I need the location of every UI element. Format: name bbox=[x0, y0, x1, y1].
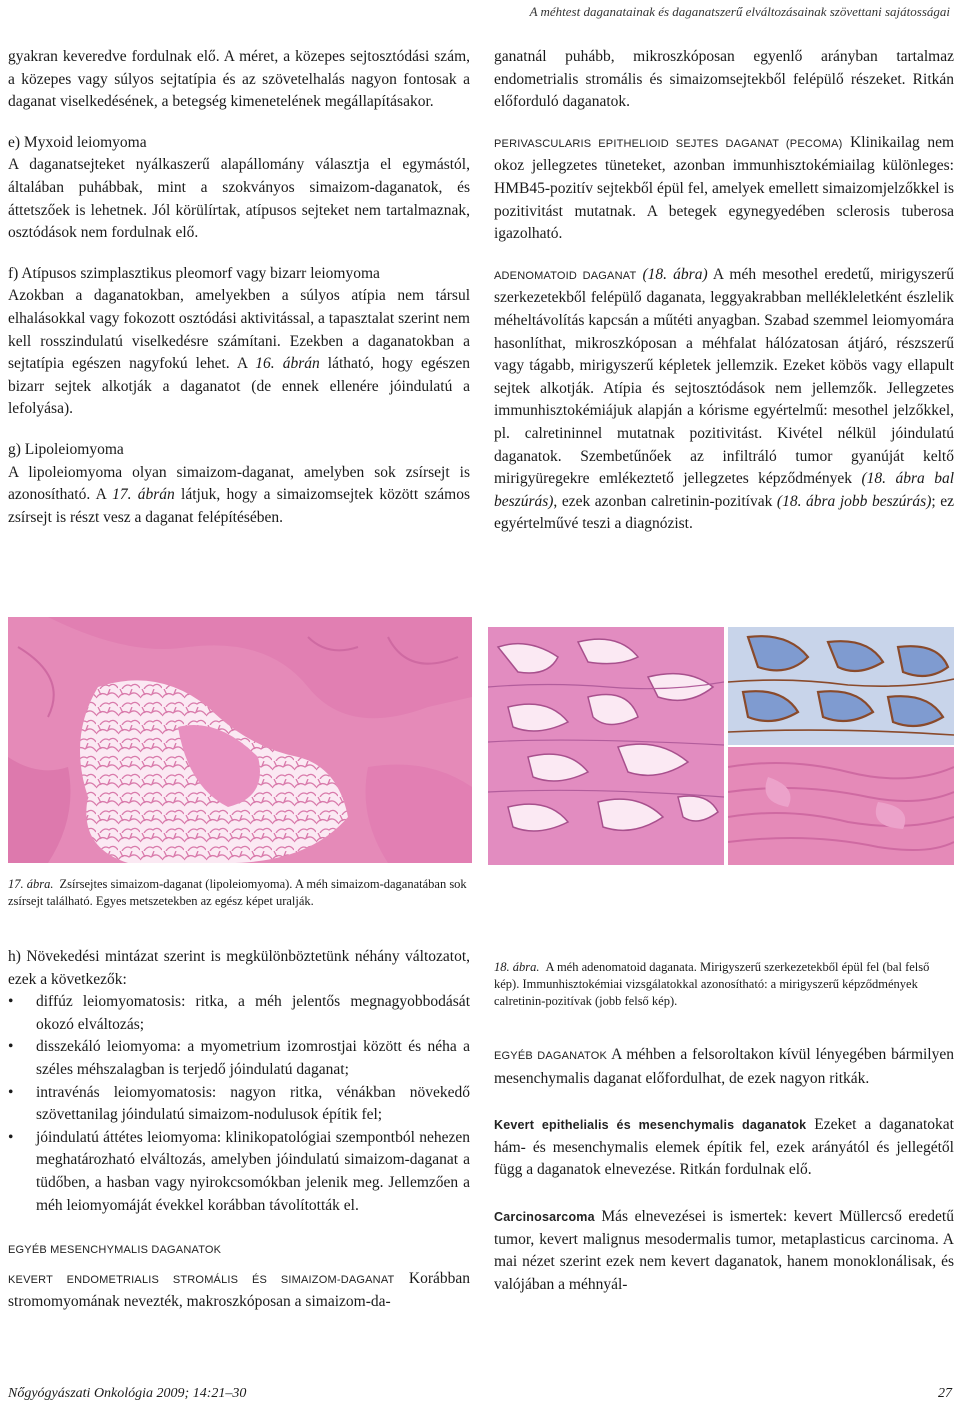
fig17-image bbox=[8, 617, 472, 863]
list-item: • jóindulatú áttétes leiomyoma: klinikopatológiai szempontból nehezen meghatározható elváltozás, amelyben jóindulatú simaizom-daganat a tüdőben, a hasban vagy nyirokcsomókban jelenik meg. Jellemzően a méh leiomyomáját évekkel korábban távolították el. bbox=[8, 1127, 470, 1217]
adenomatoid-heading: ADENOMATOID DAGANAT bbox=[494, 269, 637, 282]
fig18-ref: (18. ábra) bbox=[642, 265, 708, 283]
right-column-top bbox=[494, 46, 954, 536]
pecoma-paragraph bbox=[494, 132, 954, 246]
lipoleiomyoma-ref-a: A bbox=[95, 486, 106, 504]
pecoma-heading: PERIVASCULARIS EPITHELIOID SEJTES DAGANAT (PECOMA) bbox=[494, 137, 843, 150]
adenomatoid-text-2: , ezek azonban calretinin-pozitívak bbox=[553, 492, 773, 510]
carcinosarcoma-heading: Carcinosarcoma bbox=[494, 1209, 595, 1224]
egyeb-text: A méhben a felsoroltakon kívül lényegében bármilyen mesenchymalis daganat előfordulhat, de ezek nagyon ritkák. bbox=[494, 1046, 954, 1087]
list-item: • diffúz leiomyomatosis: ritka, a méh jelentős megnagyobbodását okozó elváltozás; bbox=[8, 991, 470, 1036]
atypical-ref-rest: látható, hogy egészen bizarr sejtek alkotják a daganatot (de ennek ellenére jóindulatú a lefolyása). bbox=[8, 355, 470, 418]
myxoid-text: A daganatsejteket nyálkaszerű alapállomány választja el egymástól, általában puhábbak, mint a szokványos simaizom-daganatok, és áttetszőek is lehetnek. Jól körülírtak, atípusos sejteket nem tartalmaznak, osztódások nem fordulnak elő. bbox=[8, 156, 470, 242]
adenomatoid-paragraph bbox=[494, 264, 954, 536]
carcinosarcoma-text: Más elnevezései is ismertek: kevert Müllercső eredetű tumor, kevert malignus mesodermalis tumor, metaplasticus carcinoma. A mai nézet szerint ezek nem kevert daganatok, hanem monoklonálisak, és valójában a méhnyál- bbox=[494, 1207, 954, 1293]
fig17-caption-text: Zsírsejtes simaizom-daganat (lipoleiomyoma). A méh simaizom-daganatában sok zsírsejt található. Egyes metszetekben az egész képet uralják. bbox=[8, 877, 467, 908]
lipoleiomyoma-body: A lipoleiomyoma olyan simaizom-daganat, amelyben sok zsírsejt is azonosítható. bbox=[8, 463, 470, 504]
myxoid-heading: e) Myxoid leiomyoma bbox=[8, 133, 147, 151]
atypical-text bbox=[8, 285, 470, 421]
fig18-caption bbox=[494, 959, 954, 1010]
fig18-right-top-image bbox=[728, 627, 954, 745]
fig18-caption-text: A méh adenomatoid daganata. Mirigyszerű szerkezetekből épül fel (bal felső kép). Immunhisztokémiai vizsgálatokkal azonosítható: a mirigyszerű képződmények calretinin-pozitívak (jobb felső kép). bbox=[494, 960, 930, 1008]
page-number: 27 bbox=[938, 1386, 952, 1401]
list-item: • intravénás leiomyomatosis: nagyon ritka, vénákban növekedő szövettanilag jóindulatú simaizom-nodulusok építik fel; bbox=[8, 1082, 470, 1127]
kevert-endometrial-text: Korábban stromomyomának nevezték, makroszkóposan a simaizom-da- bbox=[8, 1269, 470, 1311]
kevert-text: Ezeket a daganatokat hám- és mesenchymalis elemek építik fel, ezek arányától és jellegétől függ a daganatok elnevezése. Ritkán fordulnak elő. bbox=[494, 1116, 954, 1179]
carcinosarcoma-paragraph bbox=[494, 1206, 954, 1296]
calretinin-stain-micrograph bbox=[728, 627, 954, 745]
other-mesenchymal-heading: EGYÉB MESENCHYMALIS DAGANATOK bbox=[8, 1244, 222, 1257]
right-column-bottom bbox=[494, 1044, 954, 1296]
lipoleiomyoma-micrograph bbox=[8, 617, 472, 863]
running-title: A méhtest daganatainak és daganatszerű elváltozásainak szövettani sajátosságai bbox=[529, 4, 950, 19]
right-intro-paragraph: ganatnál puhább, mikroszkóposan egyenlő arányban tartalmaz endometrialis stromális és simaizomsejtekből felépülő részeket. Ritkán előforduló daganatok. bbox=[494, 48, 954, 111]
adenomatoid-text: A méh mesothel eredetű, mirigyszerű szerkezetekből felépülő daganata, leggyakrabban mellékleletként észlelik méheltávolítás kapcsán a műtéti anyagban. Szabad szemmel leiomyomára hasonlíthat, mikroszkóposan a méhfalat hálózatosan átjáró, részszerű vagy tágabb, mirigyszerű képletek jellemzik. Ezeket köbös vagy ellapult sejtek alkotják. Atípia és sejtosztódások nem jellemzők. Jellegzetes immunhisztokémiájuk alapján a kórisme egyértelmű: mesothel jelzőkkel, pl. calretininnel mutatnak pozitivitást. Kivétel nélkül jóindulatú daganatok. Szembetűnőek az infiltráló tumor gyanúját keltő mirigyüregekre emlékeztető jellegzetes képződmények bbox=[494, 265, 954, 488]
left-column-bottom bbox=[8, 946, 470, 1314]
egyeb-heading: EGYÉB DAGANATOK bbox=[494, 1050, 608, 1062]
journal-citation: Nőgyógyászati Onkológia 2009; 14:21–30 bbox=[8, 1386, 247, 1401]
fig18-right-inset-ref: (18. ábra jobb beszúrás) bbox=[776, 492, 932, 510]
myometrium-micrograph bbox=[728, 747, 954, 865]
kevert-endometrial-paragraph bbox=[8, 1268, 470, 1314]
fig18-right-bottom-image bbox=[728, 747, 954, 865]
kevert-heading: Kevert epithelialis és mesenchymalis daganatok bbox=[494, 1118, 807, 1133]
kevert-paragraph bbox=[494, 1114, 954, 1182]
fig17-caption bbox=[8, 876, 470, 910]
list-item: • disszekáló leiomyoma: a myometrium izomrostjai között és néha a széles méhszalagban is terjedő jóindulatú daganat; bbox=[8, 1036, 470, 1081]
fig17-label: 17. ábra. bbox=[8, 877, 54, 891]
left-column-top bbox=[8, 46, 470, 529]
fig18-left-inset-ref: (18. ábra bal beszúrás) bbox=[494, 470, 954, 510]
growth-pattern-list bbox=[8, 991, 470, 1217]
fig18-left-image bbox=[488, 627, 724, 865]
adenomatoid-text-3: ; ez egyértelművé teszi a diagnózist. bbox=[494, 492, 954, 533]
fig18-label: 18. ábra. bbox=[494, 960, 540, 974]
egyeb-paragraph bbox=[494, 1044, 954, 1090]
left-intro-paragraph: gyakran keveredve fordulnak elő. A méret, a közepes sejtosztódási szám, a közepes vagy súlyos sejtatípia és az szövetelhalás nagyon fontosak a daganat viselkedésének, a betegség kimenetelének megállapításakor. bbox=[8, 48, 470, 111]
atypical-ref-a: A bbox=[236, 355, 248, 373]
lipoleiomyoma-heading: g) Lipoleiomyoma bbox=[8, 440, 124, 458]
lipoleiomyoma-ref-rest: látjuk, hogy a simaizomsejtek között számos zsírsejt is részt vesz a daganat felépítésében. bbox=[8, 486, 471, 526]
atypical-heading: f) Atípusos szimplasztikus pleomorf vagy bizarr leiomyoma bbox=[8, 264, 380, 282]
lipoleiomyoma-text bbox=[8, 462, 470, 530]
atypical-body: Azokban a daganatokban, amelyekben a súlyos atípia nem társul elhalásokkal vagy fokozott osztódási aktivitással, a tapasztalat szerint nem kell rosszindulatú viselkedésre számítani. Ezekben a daganatokban a sejtatípia egészen nagyfokú lehet. bbox=[8, 287, 470, 373]
growth-pattern-intro: h) Növekedési mintázat szerint is megkülönböztetünk néhány változatot, ezek a következők: bbox=[8, 948, 470, 988]
fig17-ref: 17. ábrán bbox=[112, 486, 175, 504]
fig16-ref: 16. ábrán bbox=[255, 355, 320, 373]
adenomatoid-tumor-micrograph bbox=[488, 627, 724, 865]
pecoma-text: Klinikailag nem okoz jellegzetes tüneteket, azonban immunhisztokémiailag különleges: HMB45-pozitív sejtekből épül fel, amelyek emellett simaizomjelzőkkel is pozitivitást mutatnak. A betegek egynegyedében sclerosis tuberosa igazolható. bbox=[494, 133, 955, 243]
kevert-endometrial-heading: KEVERT ENDOMETRIALIS STROMÁLIS ÉS SIMAIZOM-DAGANAT bbox=[8, 1273, 395, 1286]
